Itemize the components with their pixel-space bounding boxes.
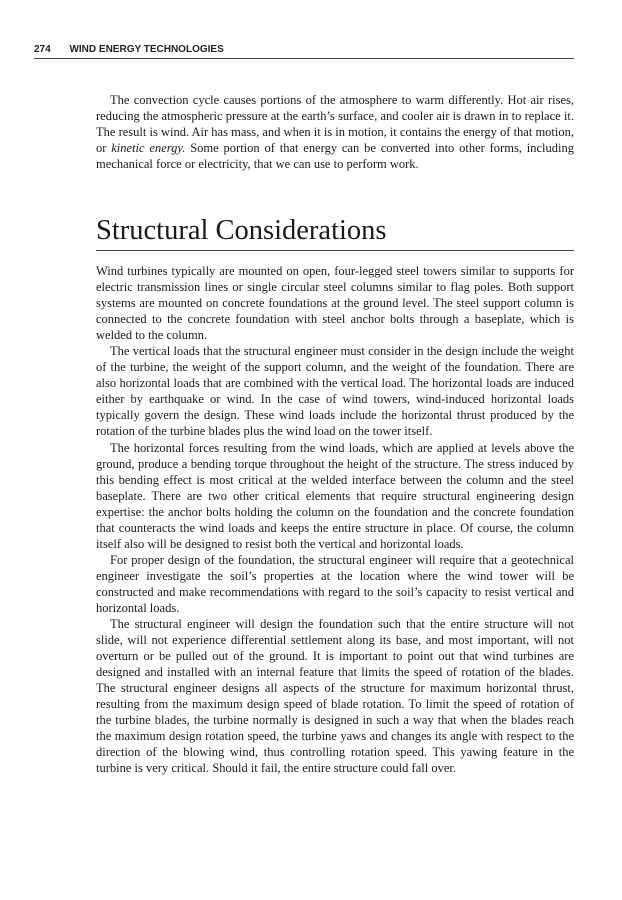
intro-text-before: The convection cycle causes portions of the atmosphere to warm differently. Hot air rises, reducing the atmospheric pressure at the earth’s surface, and cooler air is drawn in to replace it. The result is wind. Air has mass, and when it is in motion, it contains the energy of that motion, or bbox=[96, 93, 574, 156]
intro-italic-term: kinetic energy. bbox=[111, 141, 186, 156]
running-head bbox=[34, 44, 574, 59]
intro-section bbox=[96, 92, 574, 172]
body-paragraph-2: The vertical loads that the structural engineer must consider in the design include the weight of the turbine, the weight of the support column, and the weight of the foundation. There are also horizontal loads that are combined with the vertical load. The horizontal loads are induced either by earthquake or wind. In the case of wind towers, wind-induced horizontal loads typically govern the design. These wind loads include the horizontal thrust produced by the rotation of the turbine blades plus the wind load on the tower itself. bbox=[96, 344, 574, 439]
section-heading: Structural Considerations bbox=[96, 214, 574, 251]
body-paragraph-5: The structural engineer will design the foundation such that the entire structure will not slide, will not experience differential settlement along its base, and most important, will not overturn or be pulled out of the ground. It is important to point out that wind turbines are designed and installed with an internal feature that limits the speed of rotation of the blades. The structural engineer designs all aspects of the structure for maximum horizontal thrust, resulting from the maximum design speed of blade rotation. To limit the speed of rotation of the turbine blades, the turbine normally is designed in such a way that when the blades reach the maximum design rotation speed, the turbine yaws and changes its angle with respect to the direction of the blowing wind, thus controlling rotation speed. This yawing feature in the turbine is very critical. Should it fail, the entire structure could fall over. bbox=[96, 617, 574, 776]
body-paragraph-1: Wind turbines typically are mounted on open, four-legged steel towers similar to supports for electric transmission lines or single circular steel columns similar to flag poles. Both support systems are mounted on concrete foundations at the ground level. The steel support column is connected to the concrete foundation with steel anchor bolts through a baseplate, which is welded to the column. bbox=[96, 264, 574, 343]
page-number: 274 bbox=[34, 44, 51, 55]
book-title: WIND ENERGY TECHNOLOGIES bbox=[69, 44, 224, 55]
intro-paragraph bbox=[96, 92, 574, 172]
intro-text-after: Some portion of that energy can be converted into other forms, including mechanical force or electricity, that we can use to perform work. bbox=[96, 141, 574, 172]
body-paragraph-4: For proper design of the foundation, the structural engineer will require that a geotechnical engineer investigate the soil’s properties at the location where the wind tower will be constructed and make recommendations with regard to the soil’s capacity to resist vertical and horizontal loads. bbox=[96, 552, 574, 615]
body-paragraph-3: The horizontal forces resulting from the wind loads, which are applied at levels above the ground, produce a bending torque throughout the height of the structure. The stress induced by this bending effect is most critical at the welded interface between the column and the steel baseplate. There are two other critical elements that require structural engineering design expertise: the anchor bolts holding the column on the foundation and the concrete foundation that counteracts the wind loads and keeps the entire structure in place. Of course, the column itself also will be designed to resist both the vertical and horizontal loads. bbox=[96, 440, 574, 551]
section-body bbox=[96, 263, 574, 777]
